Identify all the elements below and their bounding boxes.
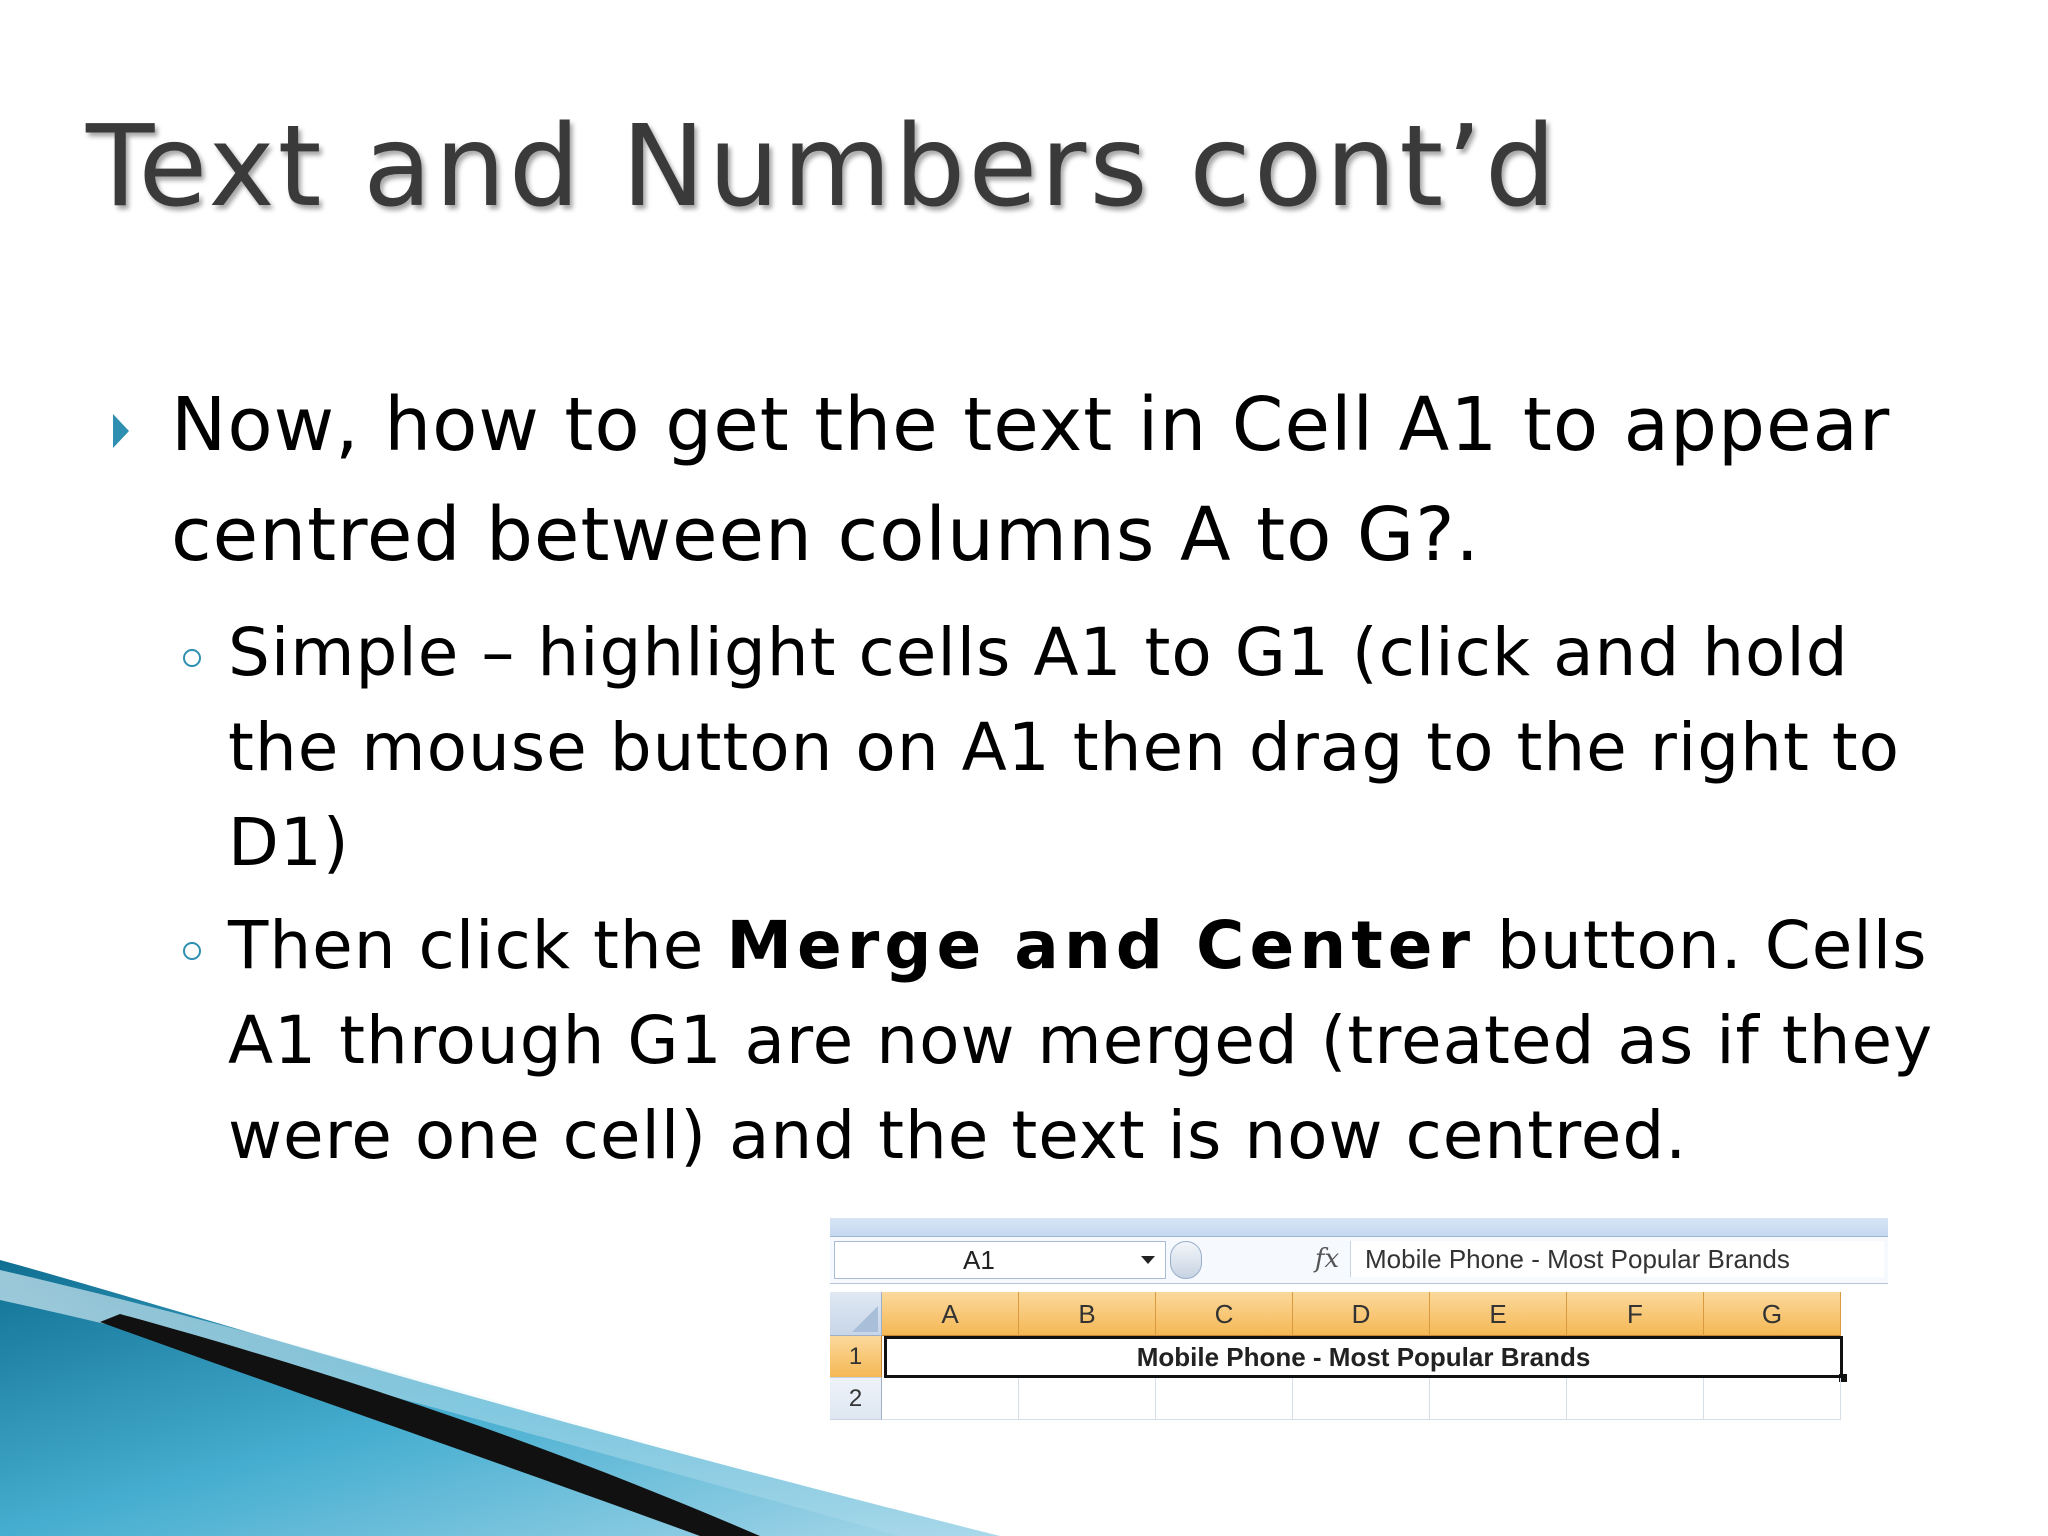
sub-bullet-2-lead: Then click the	[228, 907, 727, 984]
row-header-2[interactable]: 2	[830, 1378, 882, 1420]
table-row	[830, 1378, 1888, 1420]
main-bullet-text: Now, how to get the text in Cell A1 to appear centred between columns A to G?.	[171, 382, 1891, 578]
triangle-bullet-icon	[113, 414, 129, 448]
select-all-corner[interactable]	[830, 1292, 882, 1336]
column-header-d[interactable]: D	[1293, 1292, 1430, 1336]
formula-input[interactable]: Mobile Phone - Most Popular Brands	[1350, 1241, 1884, 1277]
cell-g2[interactable]	[1704, 1378, 1841, 1420]
cell-a2[interactable]	[882, 1378, 1019, 1420]
column-header-c[interactable]: C	[1156, 1292, 1293, 1336]
sub-bullet-2-text	[228, 898, 1938, 1183]
column-header-e[interactable]: E	[1430, 1292, 1567, 1336]
column-header-g[interactable]: G	[1704, 1292, 1841, 1336]
cell-e2[interactable]	[1430, 1378, 1567, 1420]
merge-and-center-emphasis: Merge and Center	[726, 907, 1476, 984]
name-box-value: A1	[963, 1245, 995, 1275]
formula-bar-resize-handle[interactable]	[1170, 1241, 1202, 1279]
name-box[interactable]	[834, 1241, 1166, 1279]
sub-bullet-1-text: Simple – highlight cells A1 to G1 (click and hold the mouse button on A1 then drag to the right to D1)	[228, 614, 1901, 881]
cell-f2[interactable]	[1567, 1378, 1704, 1420]
slide-title: Text and Numbers cont’d	[86, 102, 1559, 232]
sub-bullet-2-rest: button. Cells A1 through G1 are now merged (treated as if they were one cell) and the text is now centred.	[228, 907, 1934, 1174]
dropdown-arrow-icon[interactable]	[1141, 1256, 1155, 1264]
circle-bullet-icon	[183, 942, 201, 960]
formula-bar	[830, 1237, 1888, 1284]
column-header-a[interactable]: A	[882, 1292, 1019, 1336]
row-header-1[interactable]: 1	[830, 1336, 882, 1378]
circle-bullet-icon	[183, 649, 201, 667]
excel-screenshot	[830, 1218, 1888, 1426]
table-row	[830, 1336, 1888, 1378]
merged-cell-a1-g1[interactable]: Mobile Phone - Most Popular Brands	[884, 1336, 1843, 1378]
cell-d2[interactable]	[1293, 1378, 1430, 1420]
cell-b2[interactable]	[1019, 1378, 1156, 1420]
insert-function-icon[interactable]: fx	[1314, 1244, 1340, 1274]
cell-c2[interactable]	[1156, 1378, 1293, 1420]
column-headers	[830, 1292, 1888, 1336]
column-header-f[interactable]: F	[1567, 1292, 1704, 1336]
column-header-b[interactable]: B	[1019, 1292, 1156, 1336]
ribbon-edge	[830, 1218, 1888, 1237]
